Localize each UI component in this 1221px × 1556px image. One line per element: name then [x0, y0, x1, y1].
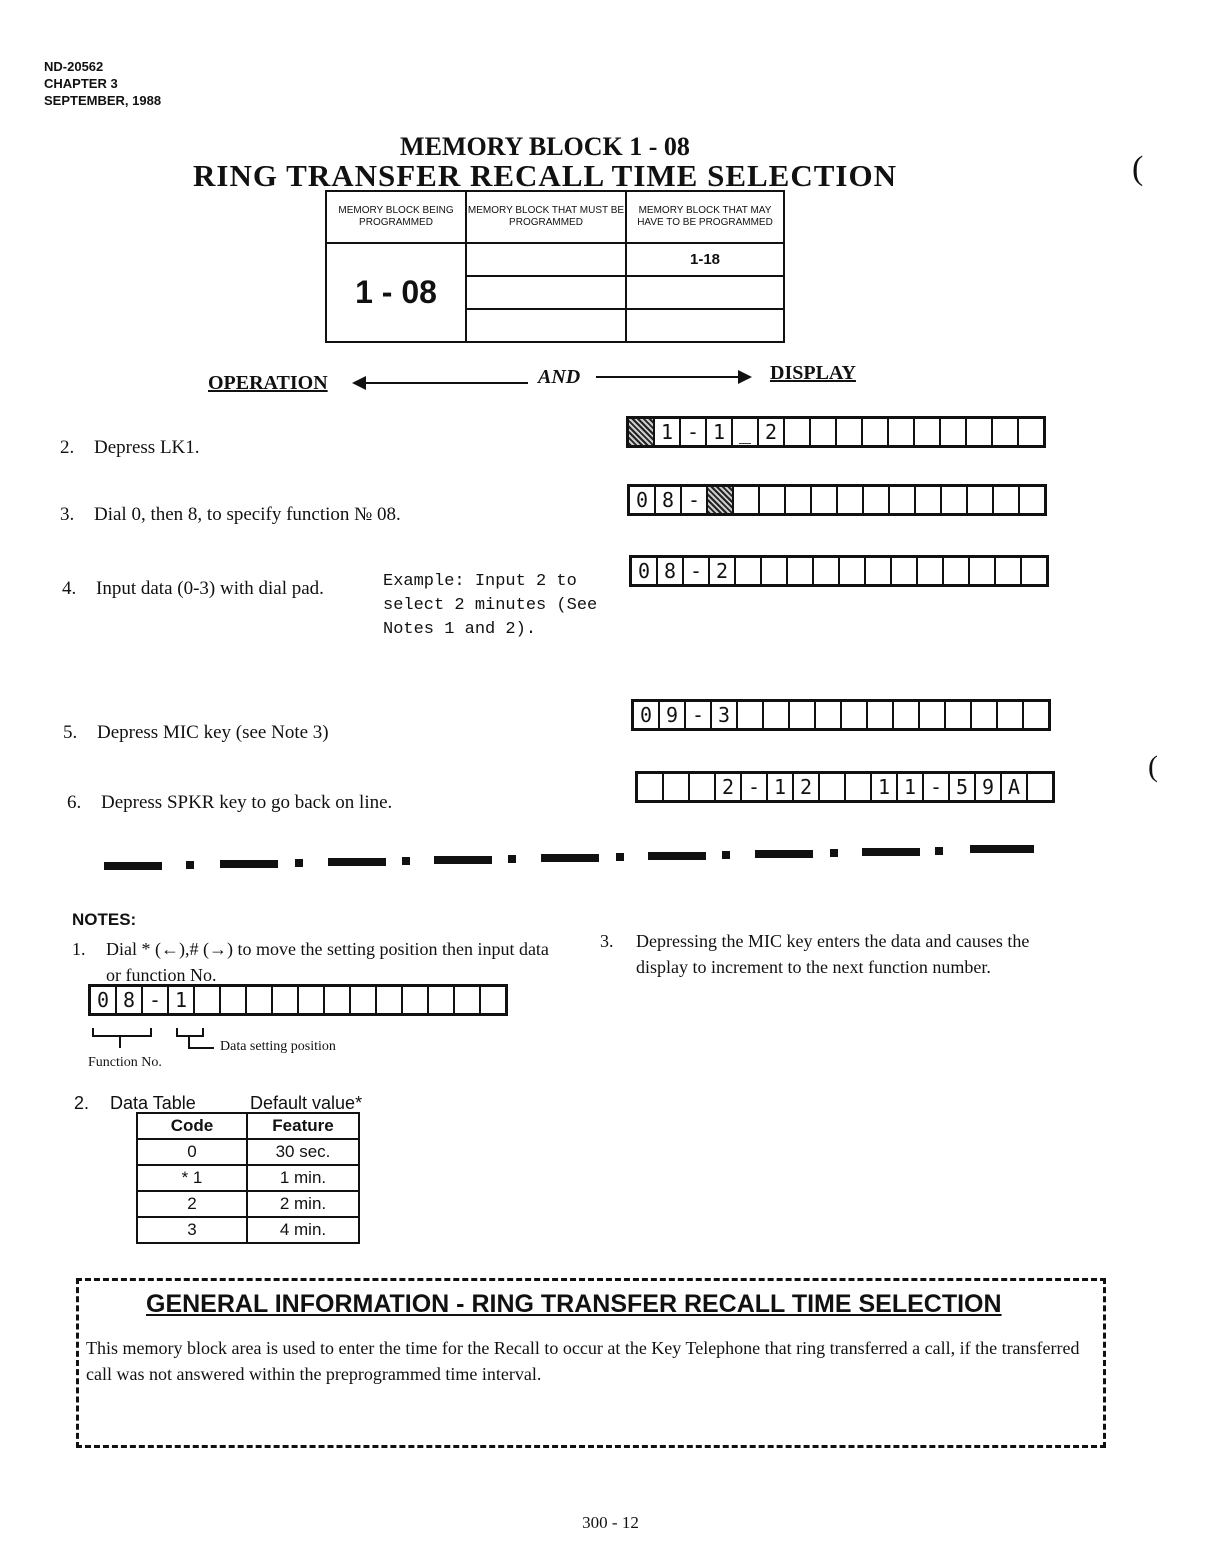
lcd-cell	[785, 419, 811, 445]
general-information-body: This memory block area is used to enter the time for the Recall to occur at the Key Telephone that ring transferred a call, if the transferred call was not answered within the preprogrammed time interval.	[86, 1338, 1080, 1384]
divider-dash	[541, 854, 599, 862]
display-label: DISPLAY	[770, 362, 856, 384]
data-table-label: Data Table	[110, 1093, 196, 1113]
lcd-cell	[970, 558, 996, 584]
divider-dot	[508, 855, 516, 863]
lcd-cell	[838, 487, 864, 513]
step-3	[60, 504, 401, 526]
margin-mark: (	[1132, 150, 1144, 187]
lcd-cell: 2	[716, 774, 742, 800]
lcd-cell	[837, 419, 863, 445]
note-text: Depressing the MIC key enters the data and causes the display to increment to the next function number.	[636, 931, 1030, 977]
code-cell: 0	[137, 1139, 247, 1165]
lcd-cell: -	[681, 419, 707, 445]
lcd-cell	[221, 987, 247, 1013]
lcd-cell	[377, 987, 403, 1013]
code-cell: 2	[137, 1191, 247, 1217]
lcd-cell: 3	[712, 702, 738, 728]
must-cell	[466, 243, 626, 276]
divider-dot	[616, 853, 624, 861]
lcd-cell	[1019, 419, 1043, 445]
data-position-leader	[188, 1047, 214, 1049]
step-number: 2.	[60, 437, 75, 458]
lcd-cell: -	[684, 558, 710, 584]
lcd-cell	[788, 558, 814, 584]
divider-dash	[970, 845, 1034, 853]
table-row	[137, 1191, 359, 1217]
table-row	[137, 1139, 359, 1165]
page-title-block: MEMORY BLOCK 1 - 08	[400, 132, 690, 161]
lcd-cell	[994, 487, 1020, 513]
lcd-cell	[1024, 702, 1048, 728]
lcd-cell	[944, 558, 970, 584]
step-number: 5.	[63, 722, 78, 743]
function-bracket-stem	[119, 1036, 121, 1048]
lcd-cell	[863, 419, 889, 445]
lcd-cell: 1	[768, 774, 794, 800]
lcd-cell	[996, 558, 1022, 584]
memory-block-table	[325, 190, 785, 343]
must-cell	[466, 276, 626, 309]
divider-dot	[186, 861, 194, 869]
step-text: Depress MIC key (see Note 3)	[97, 722, 329, 743]
lcd-cell: 8	[658, 558, 684, 584]
lcd-cell: 2	[759, 419, 785, 445]
lcd-cell	[760, 487, 786, 513]
lcd-cell	[894, 702, 920, 728]
lcd-cell	[638, 774, 664, 800]
lcd-cell: -	[143, 987, 169, 1013]
lcd-cell: 1	[707, 419, 733, 445]
note-number: 2.	[74, 1093, 90, 1113]
divider-dash	[648, 852, 706, 860]
lcd-display-step-2	[626, 416, 1046, 448]
lcd-cell	[762, 558, 788, 584]
lcd-cell: 9	[660, 702, 686, 728]
lcd-cell	[840, 558, 866, 584]
operation-display-header	[208, 362, 878, 392]
feature-cell: 1 min.	[247, 1165, 359, 1191]
right-arrow-icon	[596, 376, 746, 378]
lcd-cell: _	[733, 419, 759, 445]
step-text: Depress SPKR key to go back on line.	[101, 792, 393, 813]
lcd-cell	[247, 987, 273, 1013]
lcd-cell: 8	[117, 987, 143, 1013]
divider-dash	[862, 848, 920, 856]
lcd-cell: 2	[794, 774, 820, 800]
lcd-cell	[786, 487, 812, 513]
lcd-display-step-5	[631, 699, 1051, 731]
lcd-cell	[736, 558, 762, 584]
header-code: Code	[137, 1113, 247, 1139]
lcd-display-step-3	[627, 484, 1047, 516]
step-text: Dial 0, then 8, to specify function № 08.	[94, 504, 401, 525]
lcd-cell	[664, 774, 690, 800]
may-cell	[626, 276, 784, 309]
lcd-cell: 5	[950, 774, 976, 800]
lcd-cell	[790, 702, 816, 728]
lcd-cell	[918, 558, 944, 584]
note-number: 3.	[600, 931, 614, 951]
lcd-cell: 2	[710, 558, 736, 584]
lcd-cell	[892, 558, 918, 584]
table-row	[137, 1217, 359, 1243]
operation-label: OPERATION	[208, 372, 328, 394]
divider-dash	[434, 856, 492, 864]
data-table	[136, 1112, 360, 1244]
lcd-display-note-1	[88, 984, 508, 1016]
lcd-cell	[1028, 774, 1052, 800]
lcd-cell	[866, 558, 892, 584]
divider-dot	[830, 849, 838, 857]
divider-dot	[402, 857, 410, 865]
divider-dash	[755, 850, 813, 858]
lcd-cell: A	[1002, 774, 1028, 800]
divider-dot	[935, 847, 943, 855]
lcd-cell: -	[924, 774, 950, 800]
function-bracket	[92, 1028, 152, 1037]
lcd-cell	[351, 987, 377, 1013]
lcd-cell: 9	[976, 774, 1002, 800]
lcd-cell	[968, 487, 994, 513]
left-arrow-icon	[358, 382, 528, 384]
code-cell: * 1	[137, 1165, 247, 1191]
lcd-cell	[299, 987, 325, 1013]
divider-dash	[220, 860, 278, 868]
code-cell: 3	[137, 1217, 247, 1243]
lcd-cell	[972, 702, 998, 728]
lcd-cell: 1	[898, 774, 924, 800]
lcd-cell	[942, 487, 968, 513]
divider-dot	[722, 851, 730, 859]
lcd-cell: -	[742, 774, 768, 800]
lcd-cell	[820, 774, 846, 800]
lcd-cell	[195, 987, 221, 1013]
lcd-cell	[920, 702, 946, 728]
lcd-cell	[967, 419, 993, 445]
lcd-cell: 1	[169, 987, 195, 1013]
step-5	[63, 722, 329, 744]
notes-heading: NOTES:	[72, 910, 137, 929]
data-position-bracket	[176, 1028, 204, 1037]
lcd-cell	[455, 987, 481, 1013]
step-number: 6.	[67, 792, 82, 813]
lcd-cell	[998, 702, 1024, 728]
lcd-cell: -	[682, 487, 708, 513]
step-number: 3.	[60, 504, 75, 525]
step-2	[60, 437, 200, 459]
lcd-cell	[814, 558, 840, 584]
lcd-cell	[868, 702, 894, 728]
lcd-cell	[889, 419, 915, 445]
lcd-cell	[812, 487, 838, 513]
lcd-cell	[325, 987, 351, 1013]
lcd-cell	[1022, 558, 1046, 584]
step-4-example: Example: Input 2 to select 2 minutes (See Notes 1 and 2).	[383, 572, 598, 639]
doc-number: ND-20562	[44, 59, 104, 74]
lcd-cell: 1	[872, 774, 898, 800]
lcd-cell: -	[686, 702, 712, 728]
lcd-cell	[842, 702, 868, 728]
col-must-program: MEMORY BLOCK THAT MUST BE PROGRAMMED	[466, 191, 626, 243]
lcd-cell: 0	[632, 558, 658, 584]
block-number: 1 - 08	[326, 243, 466, 342]
lcd-display-step-6	[635, 771, 1055, 803]
must-cell	[466, 309, 626, 342]
lcd-cell	[915, 419, 941, 445]
col-may-program: MEMORY BLOCK THAT MAY HAVE TO BE PROGRAMMED	[626, 191, 784, 243]
feature-cell: 30 sec.	[247, 1139, 359, 1165]
page-number: 300 - 12	[582, 1513, 639, 1532]
may-cell	[626, 309, 784, 342]
lcd-cell	[993, 419, 1019, 445]
note-text: Dial * (←),# (→) to move the setting position then input data or function No.	[106, 939, 549, 985]
chapter: CHAPTER 3	[44, 76, 118, 91]
page-title: RING TRANSFER RECALL TIME SELECTION	[193, 158, 897, 193]
lcd-cell: 1	[655, 419, 681, 445]
lcd-cell	[916, 487, 942, 513]
lcd-cell: 0	[634, 702, 660, 728]
lcd-cell	[864, 487, 890, 513]
data-setting-label: Data setting position	[220, 1039, 336, 1054]
lcd-cursor-cell	[708, 487, 734, 513]
col-being-programmed: MEMORY BLOCK BEING PROGRAMMED	[326, 191, 466, 243]
table-row	[137, 1165, 359, 1191]
lcd-cell	[890, 487, 916, 513]
lcd-cell: 8	[656, 487, 682, 513]
step-6	[67, 792, 392, 814]
lcd-cell	[941, 419, 967, 445]
lcd-cell	[734, 487, 760, 513]
lcd-cell	[738, 702, 764, 728]
lcd-cell	[403, 987, 429, 1013]
lcd-cell: 0	[91, 987, 117, 1013]
lcd-display-step-4	[629, 555, 1049, 587]
date: SEPTEMBER, 1988	[44, 93, 162, 108]
margin-mark: (	[1148, 750, 1158, 783]
general-information-title: GENERAL INFORMATION - RING TRANSFER RECALL TIME SELECTION	[146, 1290, 1002, 1318]
step-text: Depress LK1.	[94, 437, 200, 458]
header-feature: Feature	[247, 1113, 359, 1139]
feature-cell: 4 min.	[247, 1217, 359, 1243]
doc-header	[44, 58, 161, 109]
function-no-label: Function No.	[88, 1055, 162, 1070]
lcd-cell: 0	[630, 487, 656, 513]
and-label: AND	[538, 366, 581, 388]
lcd-cell	[946, 702, 972, 728]
step-text: Input data (0-3) with dial pad.	[96, 578, 324, 599]
divider-dash	[328, 858, 386, 866]
default-value-label: Default value*	[250, 1093, 363, 1113]
note-number: 1.	[72, 939, 86, 959]
step-number: 4.	[62, 578, 77, 599]
lcd-cell	[811, 419, 837, 445]
divider-dot	[295, 859, 303, 867]
lcd-cell	[764, 702, 790, 728]
lcd-cell	[429, 987, 455, 1013]
lcd-cell	[816, 702, 842, 728]
lcd-cell	[481, 987, 505, 1013]
note-2	[74, 1093, 362, 1114]
note-1	[72, 936, 562, 988]
step-4	[62, 578, 324, 600]
lcd-cursor-cell	[629, 419, 655, 445]
divider-dash	[104, 862, 162, 870]
may-cell: 1-18	[626, 243, 784, 276]
feature-cell: 2 min.	[247, 1191, 359, 1217]
lcd-cell	[1020, 487, 1044, 513]
lcd-cell	[846, 774, 872, 800]
lcd-cell	[273, 987, 299, 1013]
lcd-cell	[690, 774, 716, 800]
note-3	[600, 928, 1090, 980]
